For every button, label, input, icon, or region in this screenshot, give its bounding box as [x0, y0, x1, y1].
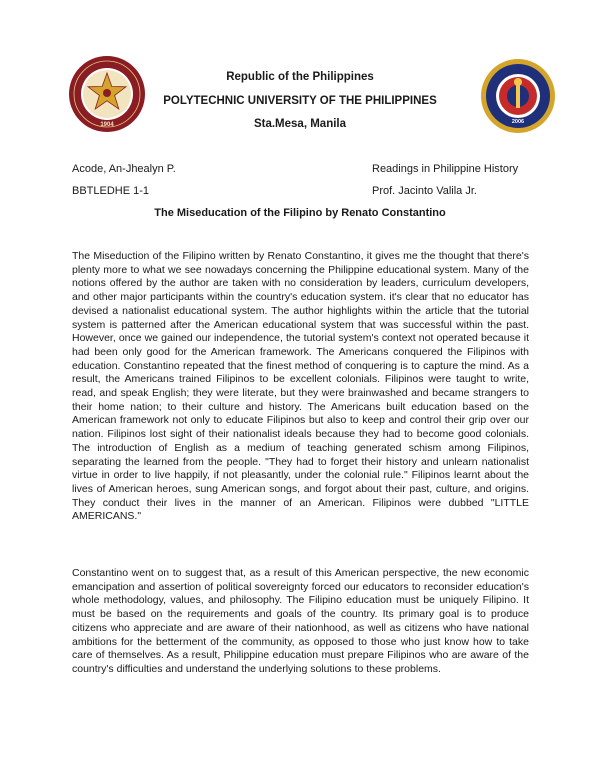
course-subject: Readings in Philippine History	[372, 163, 519, 175]
body-paragraph-2: Constantino went on to suggest that, as a result of this American perspective, the new economic emancipation and assertion of political sovereignty forced our educators to reconsider education's whole methodology, values, and philosophy. The Filipino education must be uniquely Filipino. It must be based on the requirements and goals of the country. Its primary goal is to produce citizens who appreciate and are aware of their nationhood, as well as citizens who have national ambitions for the betterment of the community, as opposed to those who just know how to take care of themselves. As a result, Philippine education must prepare Filipinos who are aware of the country's difficulties and understand the underlying solutions to these problems.	[72, 567, 529, 675]
student-section: BBTLEDHE 1-1	[72, 185, 150, 197]
student-name: Acode, An-Jhealyn P.	[72, 163, 176, 175]
right-seal-year: 2006	[511, 119, 525, 125]
header-republic: Republic of the Philippines	[226, 71, 374, 83]
left-seal-year: 1904	[100, 122, 114, 128]
course-professor: Prof. Jacinto Valila Jr.	[372, 185, 477, 197]
document-title: The Miseducation of the Filipino by Renato Constantino	[154, 207, 446, 219]
body-paragraph-1: The Miseduction of the Filipino written by Renato Constantino, it gives me the thought that there's plenty more to what we see nowadays concerning the Philippine educational system. Many of the notions offered by the author are taken with no consideration by leaders, curriculum developers, and other major participants within the country's education system. it's clear that no educator has devised a nationalist educational system. The author highlights within the article that the tutorial system is patterned after the American educational system that was successful within the past. However, once we gained our independence, the tutorial system's context not operated because it had been only good for the American framework. The Americans conquered the Filipinos with education. Constantino repeated that the finest method of conquering is to capture the mind. As a result, the Americans trained Filipinos to be excellent colonials. Filipinos were taught to write, read, and speak English; they were literate, but they were brainwashed and became strangers to their home nation; to their culture and history. The Americans built education based on the American framework not only to educate Filipinos but also to keep and control their grip over our nation. Filipinos lost sight of their nationalist ideals because they had to become good colonials. The introduction of English as a medium of teaching generated schism among Filipinos, separating the learned from the people. "They had to forget their history and unlearn nationalist virtue in order to live happily, if not pleasantly, under the colonial rule." Filipinos learnt about the lives of American heroes, sung American songs, and forgot about their past, culture, and origins. They conduct their lives in the manner of an American. Filipinos were dubbed "LITTLE AMERICANS."	[72, 250, 529, 523]
header-university: POLYTECHNIC UNIVERSITY OF THE PHILIPPINES	[163, 95, 437, 107]
header-location: Sta.Mesa, Manila	[253, 118, 347, 130]
